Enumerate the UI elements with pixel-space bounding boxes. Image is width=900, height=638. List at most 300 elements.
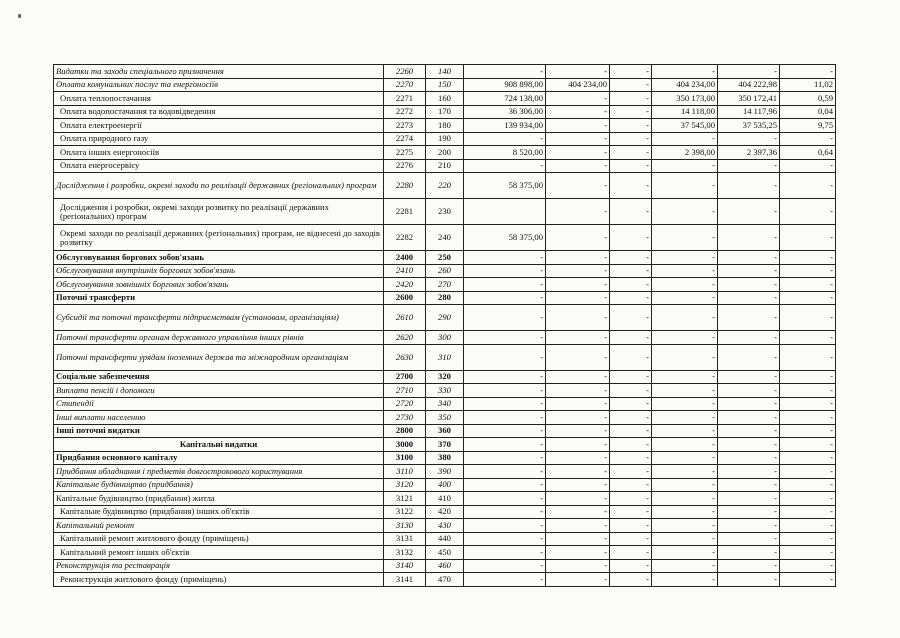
amount-cell-2: - [546, 559, 610, 573]
amount-cell-6: - [780, 465, 836, 479]
table-body [54, 65, 836, 587]
amount-cell-6: - [780, 546, 836, 560]
row-label: Капітальний ремонт інших об'єктів [54, 546, 384, 560]
amount-cell-2: - [546, 492, 610, 506]
table-row [54, 105, 836, 119]
kekv-code: 2280 [384, 173, 426, 199]
kekv-code: 2272 [384, 105, 426, 119]
row-number: 390 [426, 465, 464, 479]
amount-cell-4: - [652, 132, 718, 146]
row-label: Реконструкція та реставрація [54, 559, 384, 573]
amount-cell-6: - [780, 519, 836, 533]
table-row [54, 305, 836, 331]
amount-cell-2: - [546, 424, 610, 438]
kekv-code: 2730 [384, 411, 426, 425]
amount-cell-1: - [464, 559, 546, 573]
row-number: 190 [426, 132, 464, 146]
amount-cell-4: - [652, 331, 718, 345]
amount-cell-4: - [652, 65, 718, 79]
amount-cell-3: - [610, 78, 652, 92]
table-row [54, 492, 836, 506]
table-row [54, 438, 836, 452]
amount-cell-4: - [652, 438, 718, 452]
row-number: 440 [426, 532, 464, 546]
kekv-code: 2270 [384, 78, 426, 92]
amount-cell-6: - [780, 411, 836, 425]
amount-cell-6: - [780, 173, 836, 199]
kekv-code: 2276 [384, 159, 426, 173]
row-number: 170 [426, 105, 464, 119]
amount-cell-4: 350 173,00 [652, 92, 718, 106]
amount-cell-3: - [610, 105, 652, 119]
row-label: Капітальний ремонт [54, 519, 384, 533]
amount-cell-3: - [610, 532, 652, 546]
amount-cell-5: - [718, 199, 780, 225]
row-number: 470 [426, 573, 464, 587]
amount-cell-6: 0,64 [780, 146, 836, 160]
amount-cell-3: - [610, 291, 652, 305]
table-row [54, 278, 836, 292]
row-number: 350 [426, 411, 464, 425]
kekv-code: 3100 [384, 451, 426, 465]
row-number: 460 [426, 559, 464, 573]
amount-cell-5: 37 535,25 [718, 119, 780, 133]
scan-mark [18, 14, 21, 18]
amount-cell-1: - [464, 505, 546, 519]
row-label: Видатки та заходи спеціального призначення [54, 65, 384, 79]
table-row [54, 65, 836, 79]
amount-cell-1: - [464, 305, 546, 331]
amount-cell-5: - [718, 438, 780, 452]
row-label: Виплата пенсій і допомоги [54, 384, 384, 398]
amount-cell-2: - [546, 331, 610, 345]
table-row [54, 159, 836, 173]
amount-cell-5: - [718, 573, 780, 587]
amount-cell-1: 58 375,00 [464, 173, 546, 199]
kekv-code: 2275 [384, 146, 426, 160]
amount-cell-2: - [546, 278, 610, 292]
amount-cell-2: - [546, 291, 610, 305]
amount-cell-3: - [610, 519, 652, 533]
amount-cell-1: 908 898,00 [464, 78, 546, 92]
table-row [54, 559, 836, 573]
amount-cell-5: - [718, 492, 780, 506]
amount-cell-3: - [610, 465, 652, 479]
amount-cell-5: 404 222,98 [718, 78, 780, 92]
amount-cell-6: 0,59 [780, 92, 836, 106]
amount-cell-4: - [652, 397, 718, 411]
table-row [54, 370, 836, 384]
table-row [54, 251, 836, 265]
amount-cell-6: - [780, 384, 836, 398]
amount-cell-2: - [546, 465, 610, 479]
amount-cell-5: - [718, 291, 780, 305]
amount-cell-4: - [652, 505, 718, 519]
amount-cell-6: - [780, 505, 836, 519]
table-row [54, 573, 836, 587]
kekv-code: 2271 [384, 92, 426, 106]
row-number: 320 [426, 370, 464, 384]
row-number: 430 [426, 519, 464, 533]
kekv-code: 3140 [384, 559, 426, 573]
amount-cell-3: - [610, 411, 652, 425]
amount-cell-3: - [610, 119, 652, 133]
amount-cell-2: - [546, 225, 610, 251]
row-number: 330 [426, 384, 464, 398]
row-number: 310 [426, 344, 464, 370]
row-label: Оплата водопостачання та водовідведення [54, 105, 384, 119]
amount-cell-2: - [546, 159, 610, 173]
amount-cell-4: - [652, 173, 718, 199]
table-row [54, 173, 836, 199]
row-label: Оплата комунальних послуг та енергоносіїв [54, 78, 384, 92]
row-label: Дослідження і розробки, окремі заходи розвитку по реалізації державних (регіональних) програм [54, 199, 384, 225]
amount-cell-5: - [718, 465, 780, 479]
amount-cell-6: - [780, 65, 836, 79]
amount-cell-1: - [464, 438, 546, 452]
amount-cell-3: - [610, 92, 652, 106]
amount-cell-5: - [718, 424, 780, 438]
amount-cell-3: - [610, 225, 652, 251]
amount-cell-2: - [546, 438, 610, 452]
amount-cell-6: - [780, 344, 836, 370]
row-label: Оплата теплопостачання [54, 92, 384, 106]
row-number: 370 [426, 438, 464, 452]
amount-cell-4: - [652, 478, 718, 492]
row-number: 260 [426, 264, 464, 278]
table-row [54, 146, 836, 160]
kekv-code: 2260 [384, 65, 426, 79]
amount-cell-6: - [780, 397, 836, 411]
amount-cell-2: - [546, 411, 610, 425]
amount-cell-6: - [780, 291, 836, 305]
table-row [54, 532, 836, 546]
amount-cell-6: 9,75 [780, 119, 836, 133]
row-number: 360 [426, 424, 464, 438]
amount-cell-4: - [652, 424, 718, 438]
row-label: Інші виплати населенню [54, 411, 384, 425]
kekv-code: 3131 [384, 532, 426, 546]
amount-cell-2: - [546, 132, 610, 146]
row-number: 420 [426, 505, 464, 519]
amount-cell-3: - [610, 546, 652, 560]
amount-cell-5: - [718, 278, 780, 292]
row-number: 140 [426, 65, 464, 79]
amount-cell-3: - [610, 146, 652, 160]
amount-cell-1: - [464, 291, 546, 305]
row-label: Оплата електроенергії [54, 119, 384, 133]
row-number: 380 [426, 451, 464, 465]
row-number: 400 [426, 478, 464, 492]
amount-cell-4: - [652, 159, 718, 173]
row-label: Капітальне будівництво (придбання) інших об'єктів [54, 505, 384, 519]
amount-cell-5: - [718, 532, 780, 546]
table-row [54, 411, 836, 425]
table-row [54, 451, 836, 465]
amount-cell-3: - [610, 344, 652, 370]
amount-cell-6: - [780, 370, 836, 384]
amount-cell-3: - [610, 451, 652, 465]
amount-cell-4: 404 234,00 [652, 78, 718, 92]
amount-cell-2: - [546, 573, 610, 587]
amount-cell-1: - [464, 411, 546, 425]
row-label: Поточні трансферти урядам іноземних держав та міжнародним організаціям [54, 344, 384, 370]
amount-cell-1: - [464, 159, 546, 173]
amount-cell-2: - [546, 546, 610, 560]
amount-cell-5: 14 117,96 [718, 105, 780, 119]
amount-cell-3: - [610, 251, 652, 265]
amount-cell-3: - [610, 132, 652, 146]
amount-cell-2: - [546, 344, 610, 370]
table-row [54, 92, 836, 106]
table-row [54, 119, 836, 133]
amount-cell-5: - [718, 344, 780, 370]
amount-cell-3: - [610, 559, 652, 573]
amount-cell-1: - [464, 397, 546, 411]
amount-cell-4: - [652, 573, 718, 587]
amount-cell-6: - [780, 573, 836, 587]
amount-cell-6: - [780, 438, 836, 452]
amount-cell-4: - [652, 344, 718, 370]
amount-cell-3: - [610, 199, 652, 225]
row-number: 240 [426, 225, 464, 251]
amount-cell-6: - [780, 199, 836, 225]
amount-cell-4: 2 398,00 [652, 146, 718, 160]
amount-cell-6: - [780, 264, 836, 278]
kekv-code: 2710 [384, 384, 426, 398]
amount-cell-4: - [652, 465, 718, 479]
amount-cell-1: - [464, 251, 546, 265]
amount-cell-6: - [780, 451, 836, 465]
amount-cell-1: - [464, 370, 546, 384]
kekv-code: 2610 [384, 305, 426, 331]
amount-cell-6: - [780, 159, 836, 173]
amount-cell-5: - [718, 519, 780, 533]
amount-cell-1: - [464, 264, 546, 278]
amount-cell-5: - [718, 251, 780, 265]
table-row [54, 465, 836, 479]
amount-cell-6: 11,02 [780, 78, 836, 92]
amount-cell-6: - [780, 251, 836, 265]
kekv-code: 2281 [384, 199, 426, 225]
amount-cell-1: 724 138,00 [464, 92, 546, 106]
kekv-code: 3130 [384, 519, 426, 533]
row-label: Окремі заходи по реалізації державних (регіональних) програм, не віднесені до заходів розвитку [54, 225, 384, 251]
amount-cell-6: - [780, 424, 836, 438]
amount-cell-1: - [464, 344, 546, 370]
amount-cell-1: - [464, 65, 546, 79]
kekv-code: 2620 [384, 331, 426, 345]
amount-cell-4: - [652, 225, 718, 251]
amount-cell-3: - [610, 65, 652, 79]
amount-cell-2: - [546, 478, 610, 492]
amount-cell-3: - [610, 159, 652, 173]
row-number: 450 [426, 546, 464, 560]
row-label: Обслуговування внутрішніх боргових зобов'язань [54, 264, 384, 278]
table-row [54, 264, 836, 278]
amount-cell-1: - [464, 384, 546, 398]
amount-cell-6: 0,04 [780, 105, 836, 119]
amount-cell-3: - [610, 331, 652, 345]
table-row [54, 546, 836, 560]
amount-cell-2: - [546, 451, 610, 465]
amount-cell-2: - [546, 65, 610, 79]
amount-cell-5: - [718, 264, 780, 278]
amount-cell-5: - [718, 397, 780, 411]
amount-cell-6: - [780, 132, 836, 146]
amount-cell-4: - [652, 546, 718, 560]
amount-cell-6: - [780, 492, 836, 506]
table-row [54, 291, 836, 305]
amount-cell-4: - [652, 519, 718, 533]
amount-cell-5: - [718, 384, 780, 398]
expenditure-table [53, 64, 836, 587]
kekv-code: 2274 [384, 132, 426, 146]
amount-cell-5: - [718, 305, 780, 331]
table-row [54, 78, 836, 92]
amount-cell-1: 36 306,00 [464, 105, 546, 119]
row-number: 250 [426, 251, 464, 265]
amount-cell-5: - [718, 173, 780, 199]
kekv-code: 3141 [384, 573, 426, 587]
table-row [54, 132, 836, 146]
amount-cell-6: - [780, 305, 836, 331]
amount-cell-2: - [546, 146, 610, 160]
row-label: Оплата інших енергоносіїв [54, 146, 384, 160]
amount-cell-1: - [464, 492, 546, 506]
row-number: 230 [426, 199, 464, 225]
amount-cell-5: 350 172,41 [718, 92, 780, 106]
amount-cell-4: - [652, 370, 718, 384]
table-row [54, 384, 836, 398]
amount-cell-3: - [610, 370, 652, 384]
row-label: Стипендії [54, 397, 384, 411]
amount-cell-1: - [464, 478, 546, 492]
kekv-code: 2273 [384, 119, 426, 133]
row-number: 150 [426, 78, 464, 92]
amount-cell-4: - [652, 291, 718, 305]
amount-cell-1: - [464, 519, 546, 533]
amount-cell-2: - [546, 251, 610, 265]
kekv-code: 3000 [384, 438, 426, 452]
row-label: Субсидії та поточні трансферти підприємствам (установам, організаціям) [54, 305, 384, 331]
amount-cell-5: - [718, 411, 780, 425]
row-number: 220 [426, 173, 464, 199]
amount-cell-3: - [610, 397, 652, 411]
amount-cell-4: - [652, 305, 718, 331]
kekv-code: 3121 [384, 492, 426, 506]
amount-cell-1: - [464, 546, 546, 560]
amount-cell-3: - [610, 505, 652, 519]
amount-cell-4: - [652, 264, 718, 278]
amount-cell-1: - [464, 331, 546, 345]
amount-cell-5: - [718, 478, 780, 492]
row-label: Обслуговування зовнішніх боргових зобов'язань [54, 278, 384, 292]
row-label: Оплата енергосервісу [54, 159, 384, 173]
kekv-code: 2700 [384, 370, 426, 384]
amount-cell-5: - [718, 225, 780, 251]
row-label: Поточні трансферти органам державного управління інших рівнів [54, 331, 384, 345]
row-label: Капітальне будівництво (придбання) житла [54, 492, 384, 506]
table-row [54, 424, 836, 438]
amount-cell-1: - [464, 451, 546, 465]
kekv-code: 3110 [384, 465, 426, 479]
kekv-code: 3122 [384, 505, 426, 519]
amount-cell-2: - [546, 370, 610, 384]
amount-cell-4: - [652, 532, 718, 546]
amount-cell-1: - [464, 532, 546, 546]
amount-cell-2: - [546, 519, 610, 533]
table-row [54, 505, 836, 519]
amount-cell-1: - [464, 278, 546, 292]
amount-cell-4: 14 118,00 [652, 105, 718, 119]
row-label: Капітальний ремонт житлового фонду (приміщень) [54, 532, 384, 546]
amount-cell-5: - [718, 132, 780, 146]
amount-cell-3: - [610, 573, 652, 587]
row-label: Обслуговування боргових зобов'язань [54, 251, 384, 265]
amount-cell-3: - [610, 305, 652, 331]
amount-cell-2: - [546, 505, 610, 519]
amount-cell-5: - [718, 505, 780, 519]
row-label: Придбання обладнання і предметів довгострокового користування [54, 465, 384, 479]
amount-cell-6: - [780, 331, 836, 345]
kekv-code: 3132 [384, 546, 426, 560]
amount-cell-4: - [652, 451, 718, 465]
amount-cell-4: - [652, 559, 718, 573]
row-label: Соціальне забезпечення [54, 370, 384, 384]
row-label: Інші поточні видатки [54, 424, 384, 438]
row-number: 210 [426, 159, 464, 173]
row-label: Поточні трансферти [54, 291, 384, 305]
amount-cell-6: - [780, 225, 836, 251]
amount-cell-4: - [652, 251, 718, 265]
amount-cell-4: 37 545,00 [652, 119, 718, 133]
amount-cell-2: - [546, 384, 610, 398]
kekv-code: 2630 [384, 344, 426, 370]
amount-cell-1: 139 934,00 [464, 119, 546, 133]
amount-cell-1: - [464, 573, 546, 587]
amount-cell-5: - [718, 65, 780, 79]
amount-cell-5: 2 397,36 [718, 146, 780, 160]
amount-cell-2: - [546, 105, 610, 119]
amount-cell-1: - [464, 424, 546, 438]
row-number: 270 [426, 278, 464, 292]
amount-cell-3: - [610, 384, 652, 398]
amount-cell-4: - [652, 384, 718, 398]
table-row [54, 478, 836, 492]
amount-cell-5: - [718, 331, 780, 345]
kekv-code: 2720 [384, 397, 426, 411]
amount-cell-3: - [610, 478, 652, 492]
amount-cell-4: - [652, 278, 718, 292]
amount-cell-1: 8 520,00 [464, 146, 546, 160]
kekv-code: 2600 [384, 291, 426, 305]
row-label: Дослідження і розробки, окремі заходи по реалізації державних (регіональних) програм [54, 173, 384, 199]
amount-cell-6: - [780, 559, 836, 573]
table-row [54, 199, 836, 225]
row-label: Оплата природного газу [54, 132, 384, 146]
row-label: Капітальні видатки [54, 438, 384, 452]
kekv-code: 2800 [384, 424, 426, 438]
amount-cell-5: - [718, 451, 780, 465]
amount-cell-2: 404 234,00 [546, 78, 610, 92]
table-row [54, 519, 836, 533]
amount-cell-2: - [546, 532, 610, 546]
table-row [54, 331, 836, 345]
kekv-code: 2410 [384, 264, 426, 278]
amount-cell-4: - [652, 199, 718, 225]
amount-cell-3: - [610, 438, 652, 452]
